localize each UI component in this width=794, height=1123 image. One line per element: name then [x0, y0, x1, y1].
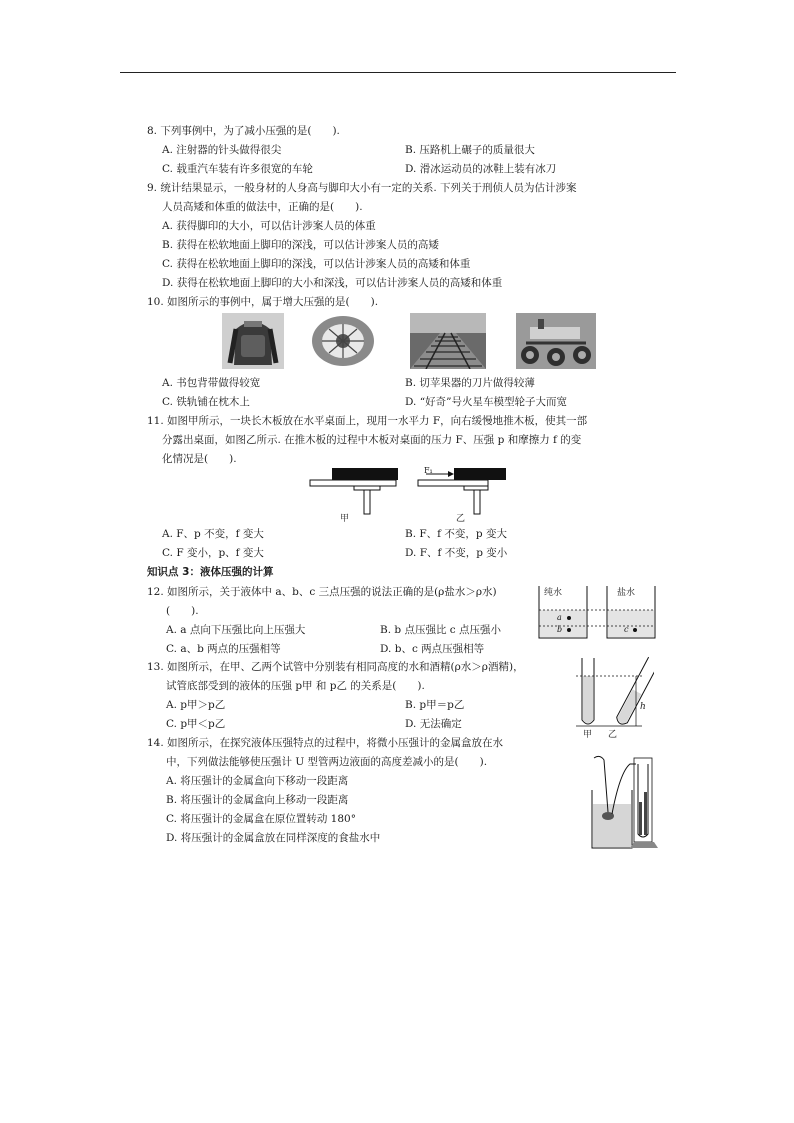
q13-option-a: A. p甲＞p乙 [166, 699, 226, 711]
q11-option-a: A. F、p 不变，f 变大 [162, 528, 264, 540]
apple-cutter-photo [309, 313, 377, 369]
q11-option-d: D. F、f 不变，p 变小 [405, 547, 508, 559]
q9-option-a: A. 获得脚印的大小，可以估计涉案人员的体重 [162, 220, 376, 232]
q13-stem-line1: 13. 如图所示，在甲、乙两个试管中分别装有相同高度的水和酒精(ρ水＞ρ酒精)， [147, 661, 524, 673]
q13-option-b: B. p甲＝p乙 [405, 699, 465, 711]
q13-option-c: C. p甲＜p乙 [166, 718, 226, 730]
q12-point-b: b [557, 625, 563, 634]
q13-label-jia: 甲 [583, 730, 593, 740]
q11-stem-line3: 化情况是( ). [162, 453, 237, 465]
test-tubes-figure [574, 654, 654, 734]
q14-option-b: B. 将压强计的金属盒向上移动一段距离 [166, 794, 349, 806]
q13-label-h: h [640, 702, 646, 712]
q14-stem-line2: 中，下列做法能够使压强计 U 型管两边液面的高度差减小的是( ). [166, 756, 488, 768]
q14-option-c: C. 将压强计的金属盒在原位置转动 180° [166, 813, 356, 825]
q9-option-d: D. 获得在松软地面上脚印的大小和深浅，可以估计涉案人员的高矮和体重 [162, 277, 503, 289]
q14-option-d: D. 将压强计的金属盒放在同样深度的食盐水中 [166, 832, 381, 844]
q12-point-c: c [624, 625, 629, 634]
q11-stem-line1: 11. 如图甲所示，一块长木板放在水平桌面上，现用一水平力 F，向右缓慢地推木板，使其一部 [147, 415, 588, 427]
q9-option-c: C. 获得在松软地面上脚印的深浅，可以估计涉案人员的高矮和体重 [162, 258, 471, 270]
table-board-figure-jia [306, 466, 400, 516]
q10-option-c: C. 铁轨铺在枕木上 [162, 396, 250, 408]
q10-option-a: A. 书包背带做得较宽 [162, 377, 261, 389]
q8-option-c: C. 载重汽车装有许多很宽的车轮 [162, 163, 313, 175]
q10-option-b: B. 切苹果器的刀片做得较薄 [405, 377, 535, 389]
q9-option-b: B. 获得在松软地面上脚印的深浅，可以估计涉案人员的高矮 [162, 239, 439, 251]
q11-figure-label-yi: 乙 [456, 514, 466, 524]
q11-force-label: F₁ [424, 466, 433, 475]
q14-option-a: A. 将压强计的金属盒向下移动一段距离 [166, 775, 349, 787]
q11-stem-line2: 分露出桌面，如图乙所示. 在推木板的过程中木板对桌面的压力 F、压强 p 和摩擦力 f 的变 [162, 434, 582, 446]
mars-rover-photo [516, 313, 596, 369]
railway-track-photo [410, 313, 486, 369]
q13-label-yi: 乙 [608, 730, 618, 740]
q12-option-a: A. a 点向下压强比向上压强大 [166, 624, 306, 636]
q8-stem: 8. 下列事例中，为了减小压强的是( ). [147, 125, 340, 137]
section-heading: 知识点 3：液体压强的计算 [147, 566, 274, 578]
q12-point-a: a [557, 613, 562, 622]
schoolbag-photo [222, 313, 284, 369]
q13-option-d: D. 无法确定 [405, 718, 462, 730]
q9-stem-line1: 9. 统计结果显示，一般身材的人身高与脚印大小有一定的关系. 下列关于刑侦人员为估计涉案 [147, 182, 577, 194]
q11-figure-label-jia: 甲 [340, 514, 350, 524]
q12-option-b: B. b 点压强比 c 点压强小 [380, 624, 502, 636]
q11-option-c: C. F 变小，p、f 变大 [162, 547, 264, 559]
q14-stem-line1: 14. 如图所示，在探究液体压强特点的过程中，将微小压强计的金属盒放在水 [147, 737, 504, 749]
q11-option-b: B. F、f 不变，p 变大 [405, 528, 507, 540]
q12-label-salt-water: 盐水 [617, 588, 636, 598]
pressure-gauge-figure [586, 752, 664, 852]
q10-option-d: D. “好奇”号火星车模型轮子大而宽 [405, 396, 567, 408]
q10-stem: 10. 如图所示的事例中，属于增大压强的是( ). [147, 296, 379, 308]
q12-label-pure-water: 纯水 [544, 588, 563, 598]
q8-option-d: D. 滑冰运动员的冰鞋上装有冰刀 [405, 163, 557, 175]
q12-stem-line2: ( ). [166, 605, 199, 617]
q13-stem-line2: 试管底部受到的液体的压强 p甲 和 p乙 的关系是( ). [166, 680, 425, 692]
header-rule [120, 72, 676, 73]
q8-option-a: A. 注射器的针头做得很尖 [162, 144, 282, 156]
q12-stem-line1: 12. 如图所示，关于液体中 a、b、c 三点压强的说法正确的是(ρ盐水＞ρ水) [147, 586, 497, 598]
q9-stem-line2: 人员高矮和体重的做法中，正确的是( ). [162, 201, 363, 213]
q12-option-d: D. b、c 两点压强相等 [380, 643, 485, 655]
q8-option-b: B. 压路机上碾子的质量很大 [405, 144, 535, 156]
q12-option-c: C. a、b 两点的压强相等 [166, 643, 281, 655]
